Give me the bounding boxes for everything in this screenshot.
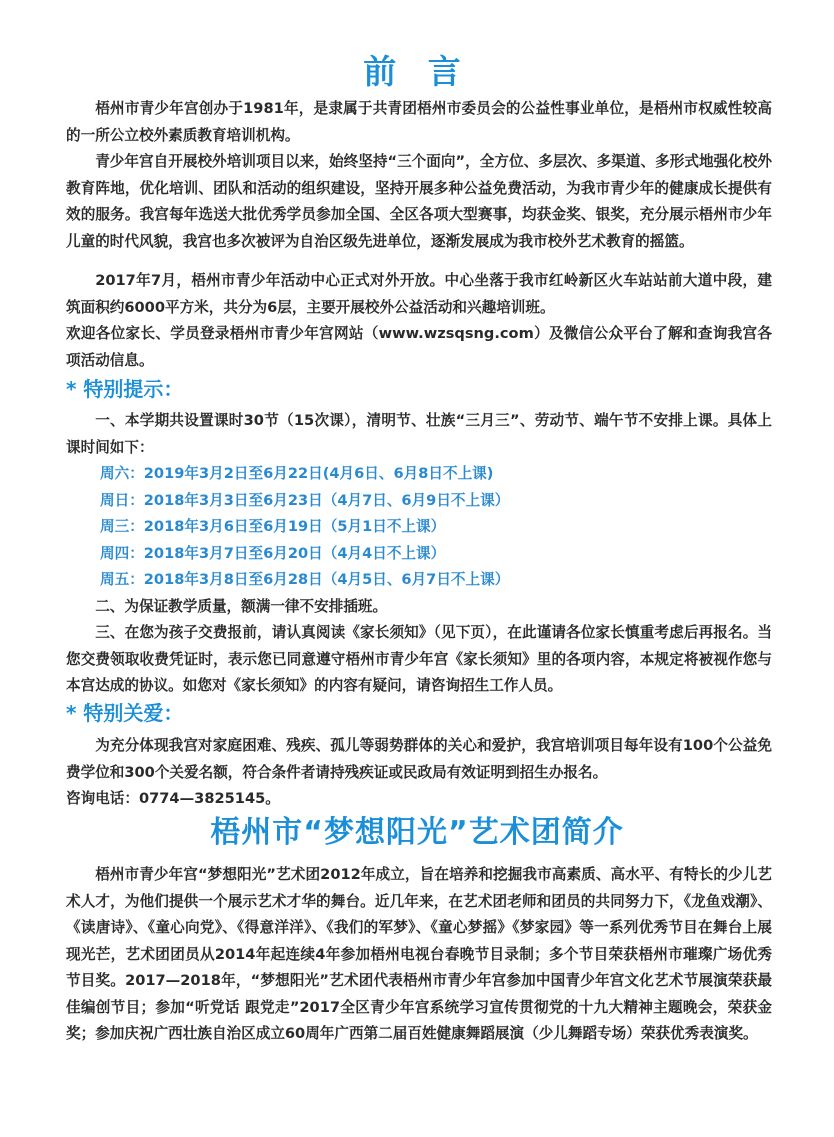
preface-paragraph-4: 欢迎各位家长、学员登录梧州市青少年宫网站（www.wzsqsng.com）及微信公众平台了解和查询我宫各项活动信息。 [66,325,772,369]
schedule-saturday: 周六：2019年3月2日至6月22日(4月6日、6月8日不上课) [100,465,494,482]
preface-paragraph-2: 青少年宫自开展校外培训项目以来，始终坚持“三个面向”，全方位、多层次、多渠道、多形式地强化校外教育阵地，优化培训、团队和活动的组织建设，坚持开展多种公益免费活动，为我市青少年的健康成长提供有效的服务。我宫每年选送大批优秀学员参加全国、全区各项大型赛事，均获金奖、银奖，充分展示梧州市少年儿童的时代风貌，我宫也多次被评为自治区级先进单位，逐渐发展成为我市校外艺术教育的摇篮。 [66,153,772,250]
schedule-thursday: 周四：2018年3月7日至6月20日（4月4日不上课） [100,544,446,562]
troupe-title: 梧州市“梦想阳光”艺术团简介 [210,815,624,850]
notice-item-1: 一、本学期共设置课时30节（15次课），清明节、壮族“三月三”、劳动节、端午节不安排上课。具体上课时间如下： [66,412,772,456]
schedule-sunday: 周日：2018年3月3日至6月23日（4月7日、6月9日不上课） [100,491,510,509]
care-paragraph: 为充分体现我宫对家庭困难、残疾、孤儿等弱势群体的关心和爱护，我宫培训项目每年设有100个公益免费学位和300个关爱名额，符合条件者请持残疾证或民政局有效证明到招生办报名。 [66,737,772,781]
preface-paragraph-1: 梧州市青少年宫创办于1981年，是隶属于共青团梧州市委员会的公益性事业单位，是梧州市权威性较高的一所公立校外素质教育培训机构。 [66,100,772,144]
schedule-wednesday: 周三：2018年3月6日至6月19日（5月1日不上课） [100,518,446,535]
preface-paragraph-3: 2017年7月，梧州市青少年活动中心正式对外开放。中心坐落于我市红岭新区火车站站前大道中段，建筑面积约6000平方米，共分为6层，主要开展校外公益活动和兴趣培训班。 [66,272,772,316]
schedule-friday: 周五：2018年3月8日至6月28日（4月5日、6月7日不上课） [100,571,510,588]
class-schedule-list [100,461,780,594]
preface-title: 前 言 [363,52,471,91]
special-notice-heading: * 特别提示： [66,377,184,401]
notice-item-3: 三、在您为孩子交费报前，请认真阅读《家长须知》（见下页），在此谨请各位家长慎重考虑后再报名。当您交费领取收费凭证时，表示您已同意遵守梧州市青少年宫《家长须知》里的各项内容，本规定将被视作您与本宫达成的协议。如您对《家长须知》的内容有疑问，请咨询招生工作人员。 [66,624,772,694]
special-care-heading: * 特别关爱： [66,701,184,725]
notice-item-2: 二、为保证教学质量，额满一律不安排插班。 [95,598,388,615]
troupe-paragraph: 梧州市青少年宫“梦想阳光”艺术团2012年成立，旨在培养和挖掘我市高素质、高水平、有特长的少儿艺术人才，为他们提供一个展示艺术才华的舞台。近几年来，在艺术团老师和团员的共同努力下，《龙鱼戏潮》、《读唐诗》、《童心向党》、《得意洋洋》、《我们的军梦》、《童心梦摇》《梦家园》等一系列优秀节目在舞台上展现光芒，艺术团团员从2014年起连续4年参加梧州电视台春晚节目录制；多个节目荣获梧州市璀璨广场优秀节目奖。2017—2018年，“梦想阳光”艺术团代表梧州市青少年宫参加中国青少年宫文化艺术节展演荣获最佳编创节目；参加“听党话 跟党走”2017全区青少年宫系统学习宣传贯彻党的十九大精神主题晚会，荣获金奖；参加庆祝广西壮族自治区成立60周年广西第二届百姓健康舞蹈展演（少儿舞蹈专场）荣获优秀表演奖。 [66,866,772,1042]
consult-phone: 咨询电话：0774—3825145。 [66,790,280,807]
